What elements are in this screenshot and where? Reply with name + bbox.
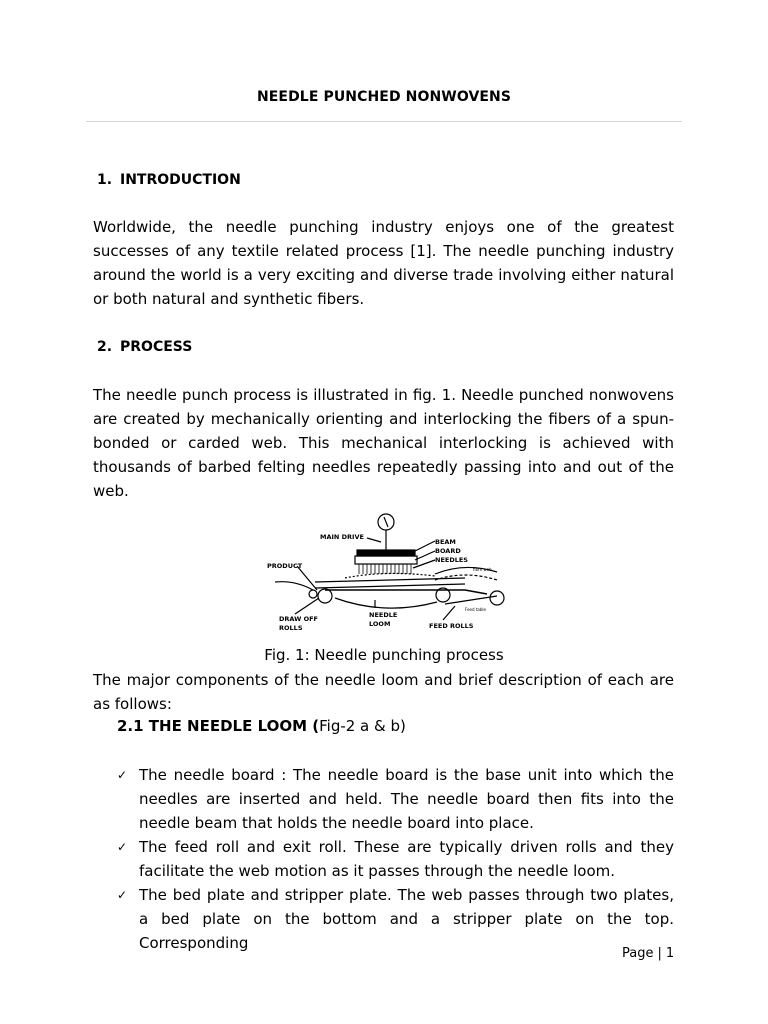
component-list [117,763,674,955]
label-beam: BEAM [435,538,456,546]
components-intro-paragraph: The major components of the needle loom and brief description of each are as follows: [93,671,674,713]
label-draw-off: DRAW OFF [279,615,318,623]
section-title: PROCESS [120,339,193,355]
list-item [117,835,674,883]
process-paragraph: The needle punch process is illustrated in fig. 1. Needle punched nonwovens are created by mechanically orienting and interlocking the fibers of a spun-bonded or carded web. This mechanical interlocking is achieved with thousands of barbed felting needles repeatedly passing into and out of the web. [93,386,674,500]
section-number: 1. [97,172,113,188]
page-number: 1 [665,946,675,961]
footer-separator: | [657,946,662,961]
label-rolls: ROLLS [279,624,303,632]
checkmark-icon: ✓ [117,888,128,902]
label-product: PRODUCT [267,562,303,570]
list-item-text: The needle board : The needle board is the base unit into which the needles are inserted and held. The needle board then fits into the needle beam that holds the needle board into place. [139,766,674,832]
checkmark-icon: ✓ [117,840,128,854]
section-number: 2. [97,339,113,355]
label-board: BOARD [435,547,461,555]
label-feed-rolls: FEED ROLLS [429,622,474,630]
section-heading-introduction [97,172,241,188]
label-needle: NEEDLE [369,611,398,619]
label-fibre-web: fibre web [473,567,492,572]
list-item-text: The feed roll and exit roll. These are typically driven rolls and they facilitate the web motion as it passes through the needle loom. [139,838,674,880]
needle-beam [357,550,415,556]
subsection-heading-bold: 2.1 THE NEEDLE LOOM ( [117,717,320,735]
subsection-heading-reference: Fig-2 a & b) [319,717,406,735]
needle-board [355,556,417,564]
label-needles: NEEDLES [435,556,468,564]
title-divider [86,121,682,122]
feed-roll-2 [490,591,504,605]
introduction-paragraph: Worldwide, the needle punching industry enjoys one of the greatest successes of any textile related process [1]. The needle punching industry around the world is a very exciting and diverse trade involving either natural or both natural and synthetic fibers. [93,218,674,308]
page-footer [622,946,674,961]
document-title: NEEDLE PUNCHED NONWOVENS [256,89,512,105]
list-item-text: The bed plate and stripper plate. The web passes through two plates, a bed plate on the bottom and a stripper plate on the top. Corresponding [139,886,674,952]
section-heading-process [97,339,192,355]
section-title: INTRODUCTION [120,172,241,188]
label-feed-table: Feed table [465,607,486,612]
checkmark-icon: ✓ [117,768,128,782]
subsection-heading-needle-loom [117,717,406,735]
list-item [117,763,674,835]
page-label: Page [622,946,654,961]
figure-caption: Fig. 1: Needle punching process [264,646,504,664]
label-loom: LOOM [369,620,391,628]
draw-off-roll-1 [318,589,332,603]
list-item [117,883,674,955]
needle-punching-diagram [265,510,505,636]
label-main-drive: MAIN DRIVE [320,533,364,541]
